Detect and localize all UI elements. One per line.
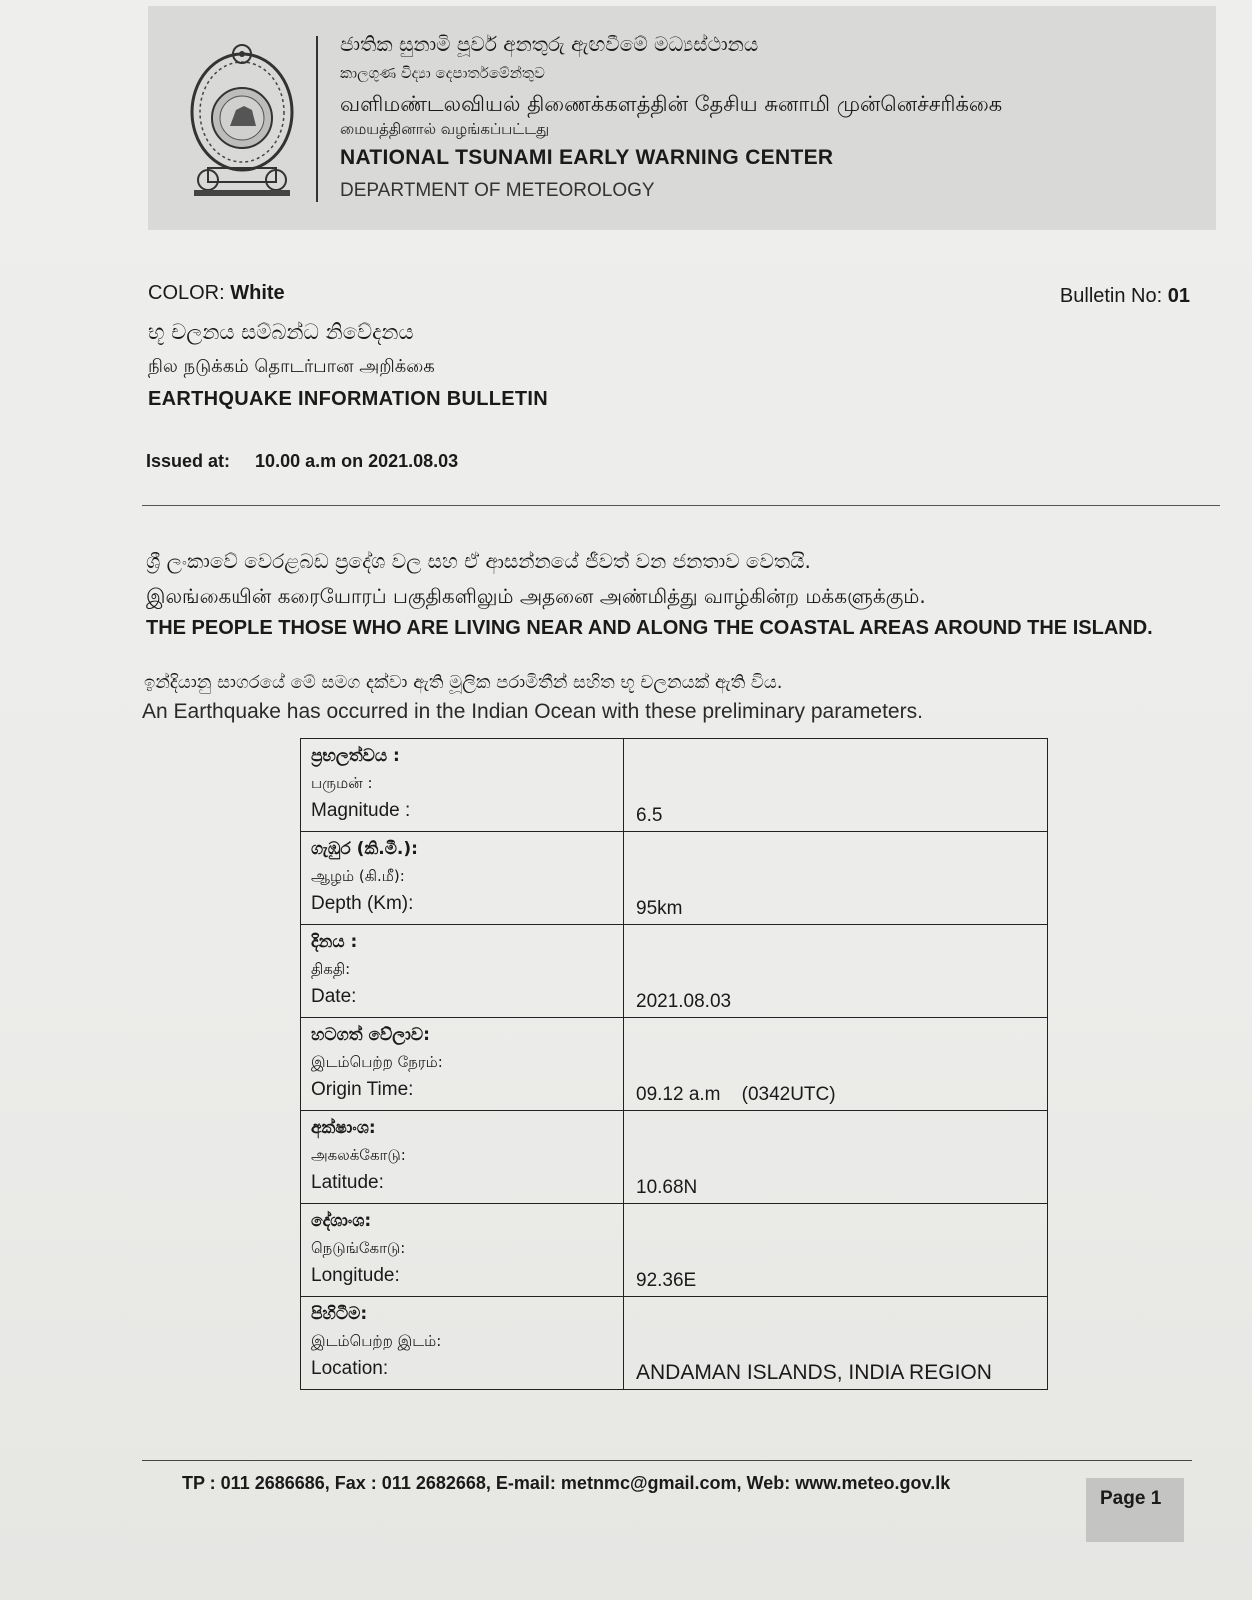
parameter-row [301, 1204, 1048, 1297]
parameter-label-ta: திகதி: [311, 960, 351, 978]
divider-line [142, 505, 1220, 506]
parameter-row [301, 1297, 1048, 1390]
parameter-label-cell [301, 1204, 624, 1297]
parameter-label-ta: ஆழம் (கி.மீ): [311, 867, 405, 885]
parameter-label-en: Location: [311, 1358, 389, 1379]
parameter-label-en: Origin Time: [311, 1079, 414, 1100]
title-english: EARTHQUAKE INFORMATION BULLETIN [148, 388, 549, 410]
parameter-label-cell [301, 925, 624, 1018]
parameter-value: 2021.08.03 [636, 991, 732, 1012]
parameter-row [301, 739, 1048, 832]
issued-label: Issued at: [146, 451, 231, 471]
header-divider [316, 36, 318, 202]
sri-lanka-emblem-icon [186, 40, 298, 200]
audience-tamil: இலங்கையின் கரையோரப் பகுதிகளிலும் அதனை அண்மித்து வாழ்கின்ற மக்களுக்கும். [146, 584, 926, 608]
parameter-label-cell [301, 832, 624, 925]
parameter-label-si: අක්ෂාංශ: [311, 1118, 376, 1138]
parameter-label-si: දිනය : [311, 932, 358, 952]
parameter-value-cell [624, 739, 1048, 832]
parameter-value-cell [624, 1297, 1048, 1390]
parameter-label-en: Depth (Km): [311, 893, 414, 914]
parameter-value-cell [624, 1111, 1048, 1204]
page-number-box [1086, 1478, 1184, 1542]
parameter-value: 09.12 a.m (0342UTC) [636, 1084, 836, 1105]
parameters-table [300, 738, 1048, 1390]
parameter-label-ta: இடம்பெற்ற நேரம்: [311, 1053, 443, 1071]
header-english-subtitle: DEPARTMENT OF METEOROLOGY [340, 180, 655, 201]
parameter-value-cell [624, 832, 1048, 925]
parameter-label-en: Longitude: [311, 1265, 400, 1286]
color-label: COLOR: [148, 282, 225, 304]
title-tamil: நில நடுக்கம் தொடர்பான அறிக்கை [148, 356, 435, 377]
parameter-label-en: Magnitude : [311, 800, 411, 821]
parameter-label-cell [301, 1111, 624, 1204]
bulletin-value: 01 [1167, 285, 1190, 307]
header-tamil-subtitle: மையத்தினால் வழங்கப்பட்டது [340, 120, 550, 138]
parameter-label-si: හටගත් වේලාව: [311, 1025, 430, 1045]
parameter-row [301, 1111, 1048, 1204]
issued-line [146, 451, 458, 472]
audience-english: THE PEOPLE THOSE WHO ARE LIVING NEAR AND ALONG THE COASTAL AREAS AROUND THE ISLAND. [146, 617, 1153, 639]
parameter-value-cell [624, 1204, 1048, 1297]
header-sinhala-subtitle: කාලගුණ විද්‍යා දෙපාර්තමේන්තුව [340, 64, 545, 82]
parameter-value: 95km [636, 898, 683, 919]
parameter-label-cell [301, 739, 624, 832]
parameter-label-si: ප්‍රභලත්වය : [311, 746, 400, 766]
title-sinhala: භූ චලනය සම්බන්ධ නිවේදනය [148, 320, 414, 344]
parameter-label-en: Latitude: [311, 1172, 384, 1193]
parameter-label-ta: நெடுங்கோடு: [311, 1239, 406, 1257]
header-english-title: NATIONAL TSUNAMI EARLY WARNING CENTER [340, 146, 834, 169]
parameter-value: ANDAMAN ISLANDS, INDIA REGION [636, 1361, 992, 1384]
page-number: Page 1 [1100, 1488, 1162, 1509]
color-value: White [230, 282, 285, 304]
header-tamil-title: வளிமண்டலவியல் திணைக்களத்தின் தேசிய சுனாமி முன்னெச்சரிக்கை [340, 92, 1003, 116]
parameter-row [301, 832, 1048, 925]
parameter-label-ta: பருமன் : [311, 774, 373, 792]
intro-sinhala: ඉන්දියානු සාගරයේ මේ සමග දක්වා ඇති මූලික පරාමිතීන් සහිත භූ චලනයක් ඇති විය. [144, 672, 783, 693]
parameter-value-cell [624, 925, 1048, 1018]
parameter-label-en: Date: [311, 986, 357, 1007]
parameter-label-si: පිහිටීම: [311, 1304, 368, 1324]
audience-sinhala: ශ්‍රී ලංකාවේ වෙරළබඩ ප්‍රදේශ වල සහ ඒ ආසන්නයේ ජීවත් වන ජනතාව වෙතයි. [146, 549, 811, 573]
footer-divider [142, 1460, 1192, 1461]
parameter-label-cell [301, 1297, 624, 1390]
parameter-value-cell [624, 1018, 1048, 1111]
issued-value: 10.00 a.m on 2021.08.03 [255, 451, 459, 471]
parameter-value: 10.68N [636, 1177, 698, 1198]
parameter-row [301, 925, 1048, 1018]
parameter-label-si: ගැඹුර (කි.මී.): [311, 839, 418, 859]
parameter-value: 6.5 [636, 805, 663, 826]
parameter-label-cell [301, 1018, 624, 1111]
bulletin-number [1060, 285, 1190, 308]
color-indicator [148, 282, 285, 305]
parameter-label-ta: அகலக்கோடு: [311, 1146, 406, 1164]
parameter-label-ta: இடம்பெற்ற இடம்: [311, 1332, 442, 1350]
header-sinhala-title: ජාතික සුනාමි පූර්ව අනතුරු ඇඟවීමේ මධ්‍යස්ථානය [340, 32, 759, 56]
footer-contact: TP : 011 2686686, Fax : 011 2682668, E-mail: metnmc@gmail.com, Web: www.meteo.gov.lk [182, 1473, 951, 1493]
parameter-label-si: දේශාංශ: [311, 1211, 372, 1231]
intro-english: An Earthquake has occurred in the Indian Ocean with these preliminary parameters. [142, 700, 923, 723]
bulletin-label: Bulletin No: [1059, 285, 1163, 307]
parameter-row [301, 1018, 1048, 1111]
parameter-value: 92.36E [636, 1270, 697, 1291]
